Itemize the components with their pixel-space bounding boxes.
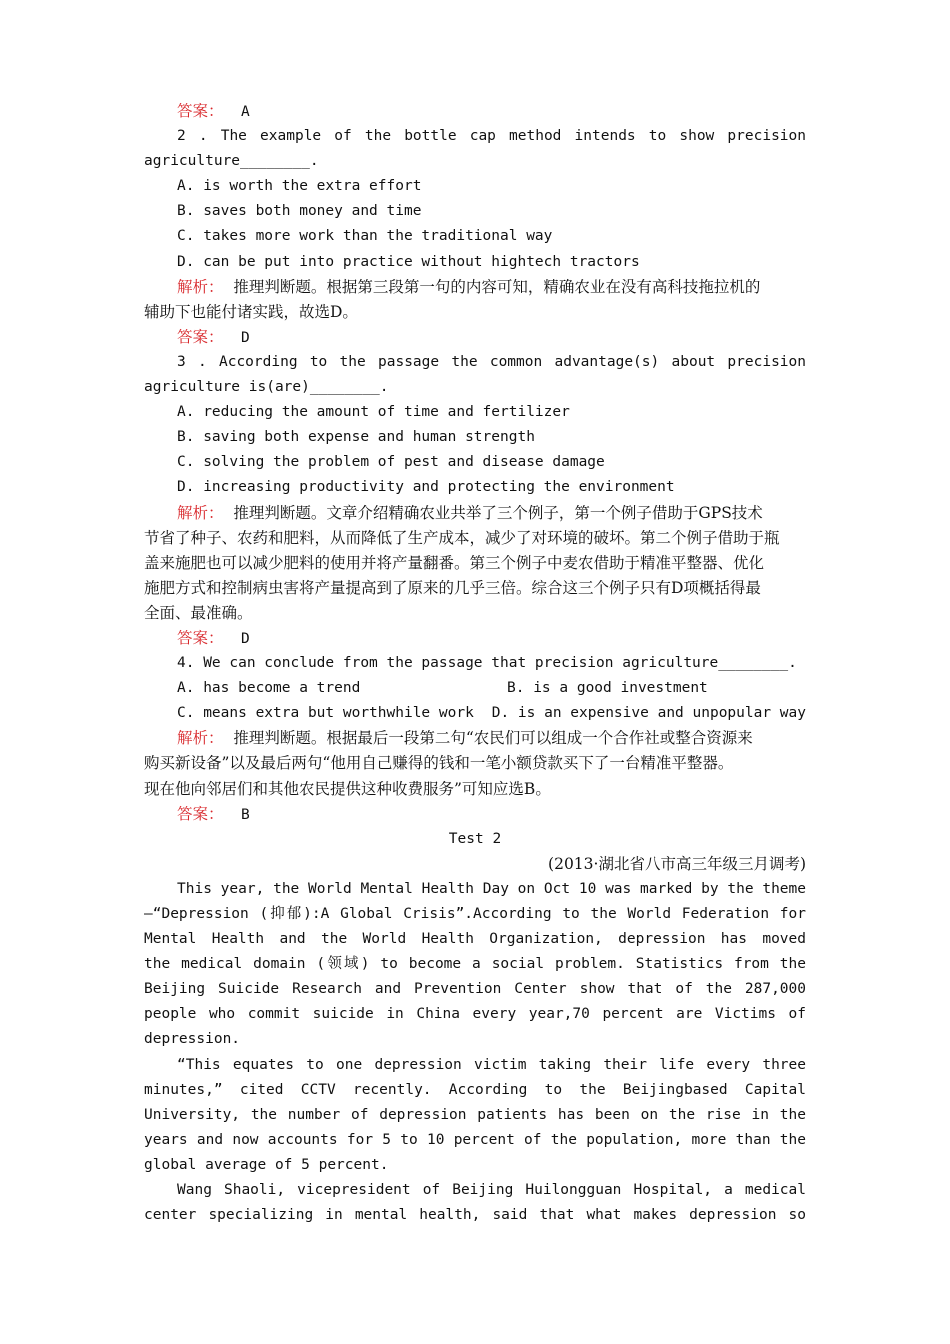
analysis-text: 推理判断题。文章介绍精确农业共举了三个例子，第一个例子借助于GPS技术 bbox=[233, 503, 763, 522]
q4-answer-line bbox=[144, 802, 806, 827]
q3-option-c: C. solving the problem of pest and disease damage bbox=[177, 454, 605, 471]
test2-source: (2013·湖北省八市高三年级三月调考) bbox=[548, 854, 806, 873]
q2-option-a: A. is worth the extra effort bbox=[177, 178, 422, 195]
analysis-text: 推理判断题。根据第三段第一句的内容可知，精确农业在没有高科技拖拉机的 bbox=[233, 277, 761, 296]
q2-option-d: D. can be put into practice without hightech tractors bbox=[177, 253, 640, 270]
p1-line-6: people who commit suicide in China every year,70 percent are Victims of bbox=[144, 1006, 806, 1023]
q2-stem: 2 . The example of the bottle cap method intends to show precision bbox=[177, 128, 806, 145]
q4-option-a: A. has become a trend bbox=[177, 680, 361, 697]
p2-line-1: “This equates to one depression victim taking their life every three bbox=[177, 1056, 806, 1073]
answer-value: D bbox=[240, 329, 250, 346]
q3-analysis-cont-2: 盖来施肥也可以减少肥料的使用并将产量翻番。第三个例子中麦农借助于精准平整器、优化 bbox=[144, 553, 765, 572]
analysis-label: 解析： bbox=[177, 729, 224, 748]
q2-stem-cont: agriculture________. bbox=[144, 153, 319, 170]
test2-title: Test 2 bbox=[448, 830, 502, 847]
q4-option-d: D. is an expensive and unpopular way bbox=[491, 705, 806, 722]
q3-analysis-cont-4: 全面、最准确。 bbox=[144, 603, 253, 622]
answer-label: 答案： bbox=[177, 804, 224, 823]
p2-line-3: University, the number of depression patients has been on the rise in the bbox=[144, 1106, 806, 1123]
answer-value: B bbox=[240, 806, 250, 823]
q4-option-c: C. means extra but worthwhile work bbox=[177, 705, 474, 722]
answer-value: A bbox=[240, 104, 250, 120]
q3-analysis bbox=[144, 501, 806, 526]
analysis-text: 推理判断题。根据最后一段第二句“农民们可以组成一个合作社或整合资源来 bbox=[233, 729, 753, 748]
q3-answer-line bbox=[144, 626, 806, 651]
q2-answer-line bbox=[144, 325, 806, 350]
answer-label: 答案： bbox=[177, 327, 224, 346]
q3-stem-cont: agriculture is(are)________. bbox=[144, 379, 389, 396]
p1-line-7: depression. bbox=[144, 1031, 241, 1048]
q3-option-d: D. increasing productivity and protecting the environment bbox=[177, 479, 675, 496]
p1-line-5: Beijing Suicide Research and Prevention Center show that of the 287,000 bbox=[144, 981, 806, 998]
q4-options-row-1 bbox=[144, 676, 806, 701]
q4-options-row-2 bbox=[144, 701, 806, 726]
q3-analysis-cont-3: 施肥方式和控制病虫害将产量提高到了原来的几乎三倍。综合这三个例子只有D项概括得最 bbox=[144, 578, 761, 597]
q4-analysis-cont-2: 现在他向邻居们和其他农民提供这种收费服务”可知应选B。 bbox=[144, 779, 551, 798]
q4-stem: 4. We can conclude from the passage that precision agriculture________. bbox=[177, 655, 797, 672]
p1-line-2: —“Depression (抑郁):A Global Crisis”.According to the World Federation for bbox=[144, 906, 806, 922]
analysis-label: 解析： bbox=[177, 277, 224, 296]
p2-line-2: minutes,” cited CCTV recently. According to the Beijingbased Capital bbox=[144, 1081, 806, 1098]
p1-line-1: This year, the World Mental Health Day on Oct 10 was marked by the theme bbox=[177, 880, 806, 897]
p2-line-5: global average of 5 percent. bbox=[144, 1156, 389, 1173]
p3-line-2: center specializing in mental health, said that what makes depression so bbox=[144, 1207, 806, 1224]
answer-value: D bbox=[240, 630, 250, 647]
q4-option-b: B. is a good investment bbox=[507, 680, 708, 697]
q1-answer-line bbox=[144, 99, 806, 124]
q2-option-c: C. takes more work than the traditional way bbox=[177, 228, 553, 245]
p3-line-1: Wang Shaoli, vicepresident of Beijing Huilongguan Hospital, a medical bbox=[177, 1182, 806, 1199]
p1-line-4: the medical domain (领域) to become a social problem. Statistics from the bbox=[144, 956, 806, 973]
q2-option-b: B. saves both money and time bbox=[177, 203, 422, 220]
analysis-label: 解析： bbox=[177, 503, 224, 522]
q2-analysis bbox=[144, 275, 806, 300]
q3-option-b: B. saving both expense and human strength bbox=[177, 429, 535, 446]
answer-label: 答案： bbox=[177, 102, 224, 120]
p2-line-4: years and now accounts for 5 to 10 percent of the population, more than the bbox=[144, 1131, 806, 1148]
document-page bbox=[144, 99, 806, 1228]
q3-option-a: A. reducing the amount of time and fertilizer bbox=[177, 404, 570, 421]
q3-stem: 3 . According to the passage the common advantage(s) about precision bbox=[177, 353, 806, 370]
answer-label: 答案： bbox=[177, 628, 224, 647]
q4-analysis-cont-1: 购买新设备”以及最后两句“他用自己赚得的钱和一笔小额贷款买下了一台精准平整器。 bbox=[144, 754, 734, 773]
q3-analysis-cont-1: 节省了种子、农药和肥料，从而降低了生产成本，减少了对环境的破坏。第二个例子借助于瓶 bbox=[144, 528, 780, 547]
q2-analysis-cont: 辅助下也能付诸实践，故选D。 bbox=[144, 302, 358, 321]
p1-line-3: Mental Health and the World Health Organization, depression has moved bbox=[144, 931, 806, 948]
q4-analysis bbox=[144, 726, 806, 751]
